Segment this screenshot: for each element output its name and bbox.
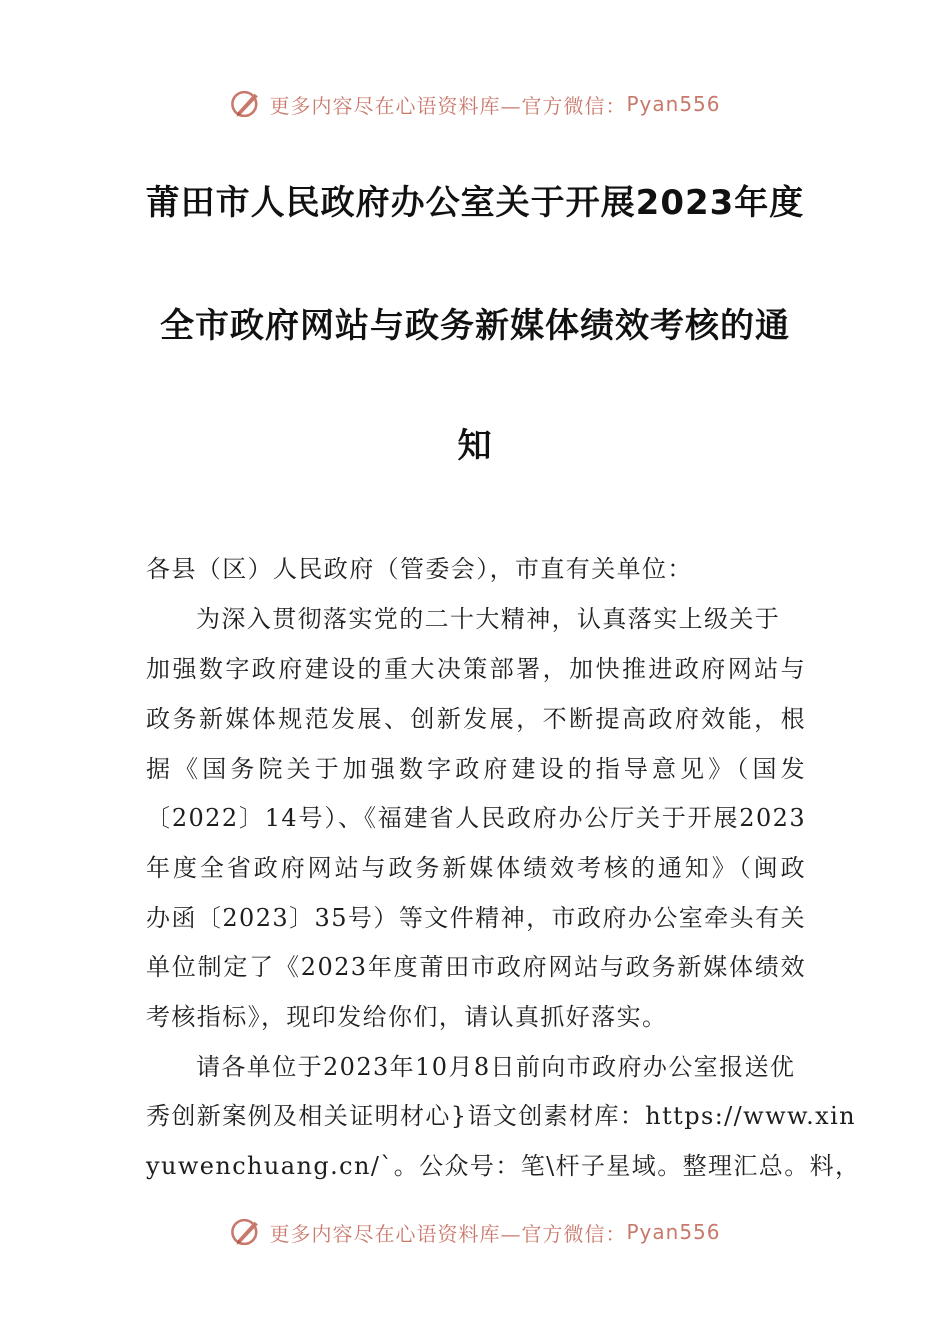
document-title-line-2: 全市政府网站与政务新媒体绩效考核的通	[160, 306, 790, 346]
watermark-wechat-id: Pyan556	[626, 92, 721, 116]
quill-pen-circle-icon	[229, 1215, 263, 1249]
paragraph-1-line: 单位制定了《2023年度莆田市政府网站与政务新媒体绩效	[146, 953, 806, 981]
watermark-header	[0, 84, 950, 124]
paragraph-1-line: 据《国务院关于加强数字政府建设的指导意见》（国发	[146, 755, 806, 783]
watermark-text: 更多内容尽在心语资料库—官方微信：	[269, 1221, 627, 1246]
document-title-line-3: 知	[457, 426, 493, 466]
paragraph-2-line: yuwenchuang.cn/`。公众号：笔\杆子星域。整理汇总。料，	[146, 1152, 861, 1180]
watermark-text: 更多内容尽在心语资料库—官方微信：	[269, 93, 627, 118]
paragraph-1-line: 考核指标》，现印发给你们，请认真抓好落实。	[146, 1003, 668, 1031]
document-title-line-1: 莆田市人民政府办公室关于开展2023年度	[145, 183, 805, 223]
paragraph-2-line: 请各单位于2023年10月8日前向市政府办公室报送优	[196, 1053, 796, 1081]
watermark-wechat-id: Pyan556	[626, 1220, 721, 1244]
quill-pen-circle-icon	[229, 87, 263, 121]
paragraph-1-line: 政务新媒体规范发展、创新发展，不断提高政府效能，根	[146, 705, 806, 733]
paragraph-1-line: 年度全省政府网站与政务新媒体绩效考核的通知》（闽政	[146, 854, 806, 882]
watermark-footer	[0, 1212, 950, 1252]
paragraph-2-line: 秀创新案例及相关证明材心}语文创素材库：https://www.xin	[146, 1102, 857, 1130]
paragraph-1-line: 为深入贯彻落实党的二十大精神，认真落实上级关于	[196, 605, 781, 633]
paragraph-1-line: 〔2022〕14号）、《福建省人民政府办公厅关于开展2023	[146, 804, 806, 832]
paragraph-1-line: 办函〔2023〕35号）等文件精神，市政府办公室牵头有关	[146, 904, 806, 932]
salutation: 各县（区）人民政府（管委会），市直有关单位：	[146, 555, 693, 583]
paragraph-1-line: 加强数字政府建设的重大决策部署，加快推进政府网站与	[146, 655, 806, 683]
